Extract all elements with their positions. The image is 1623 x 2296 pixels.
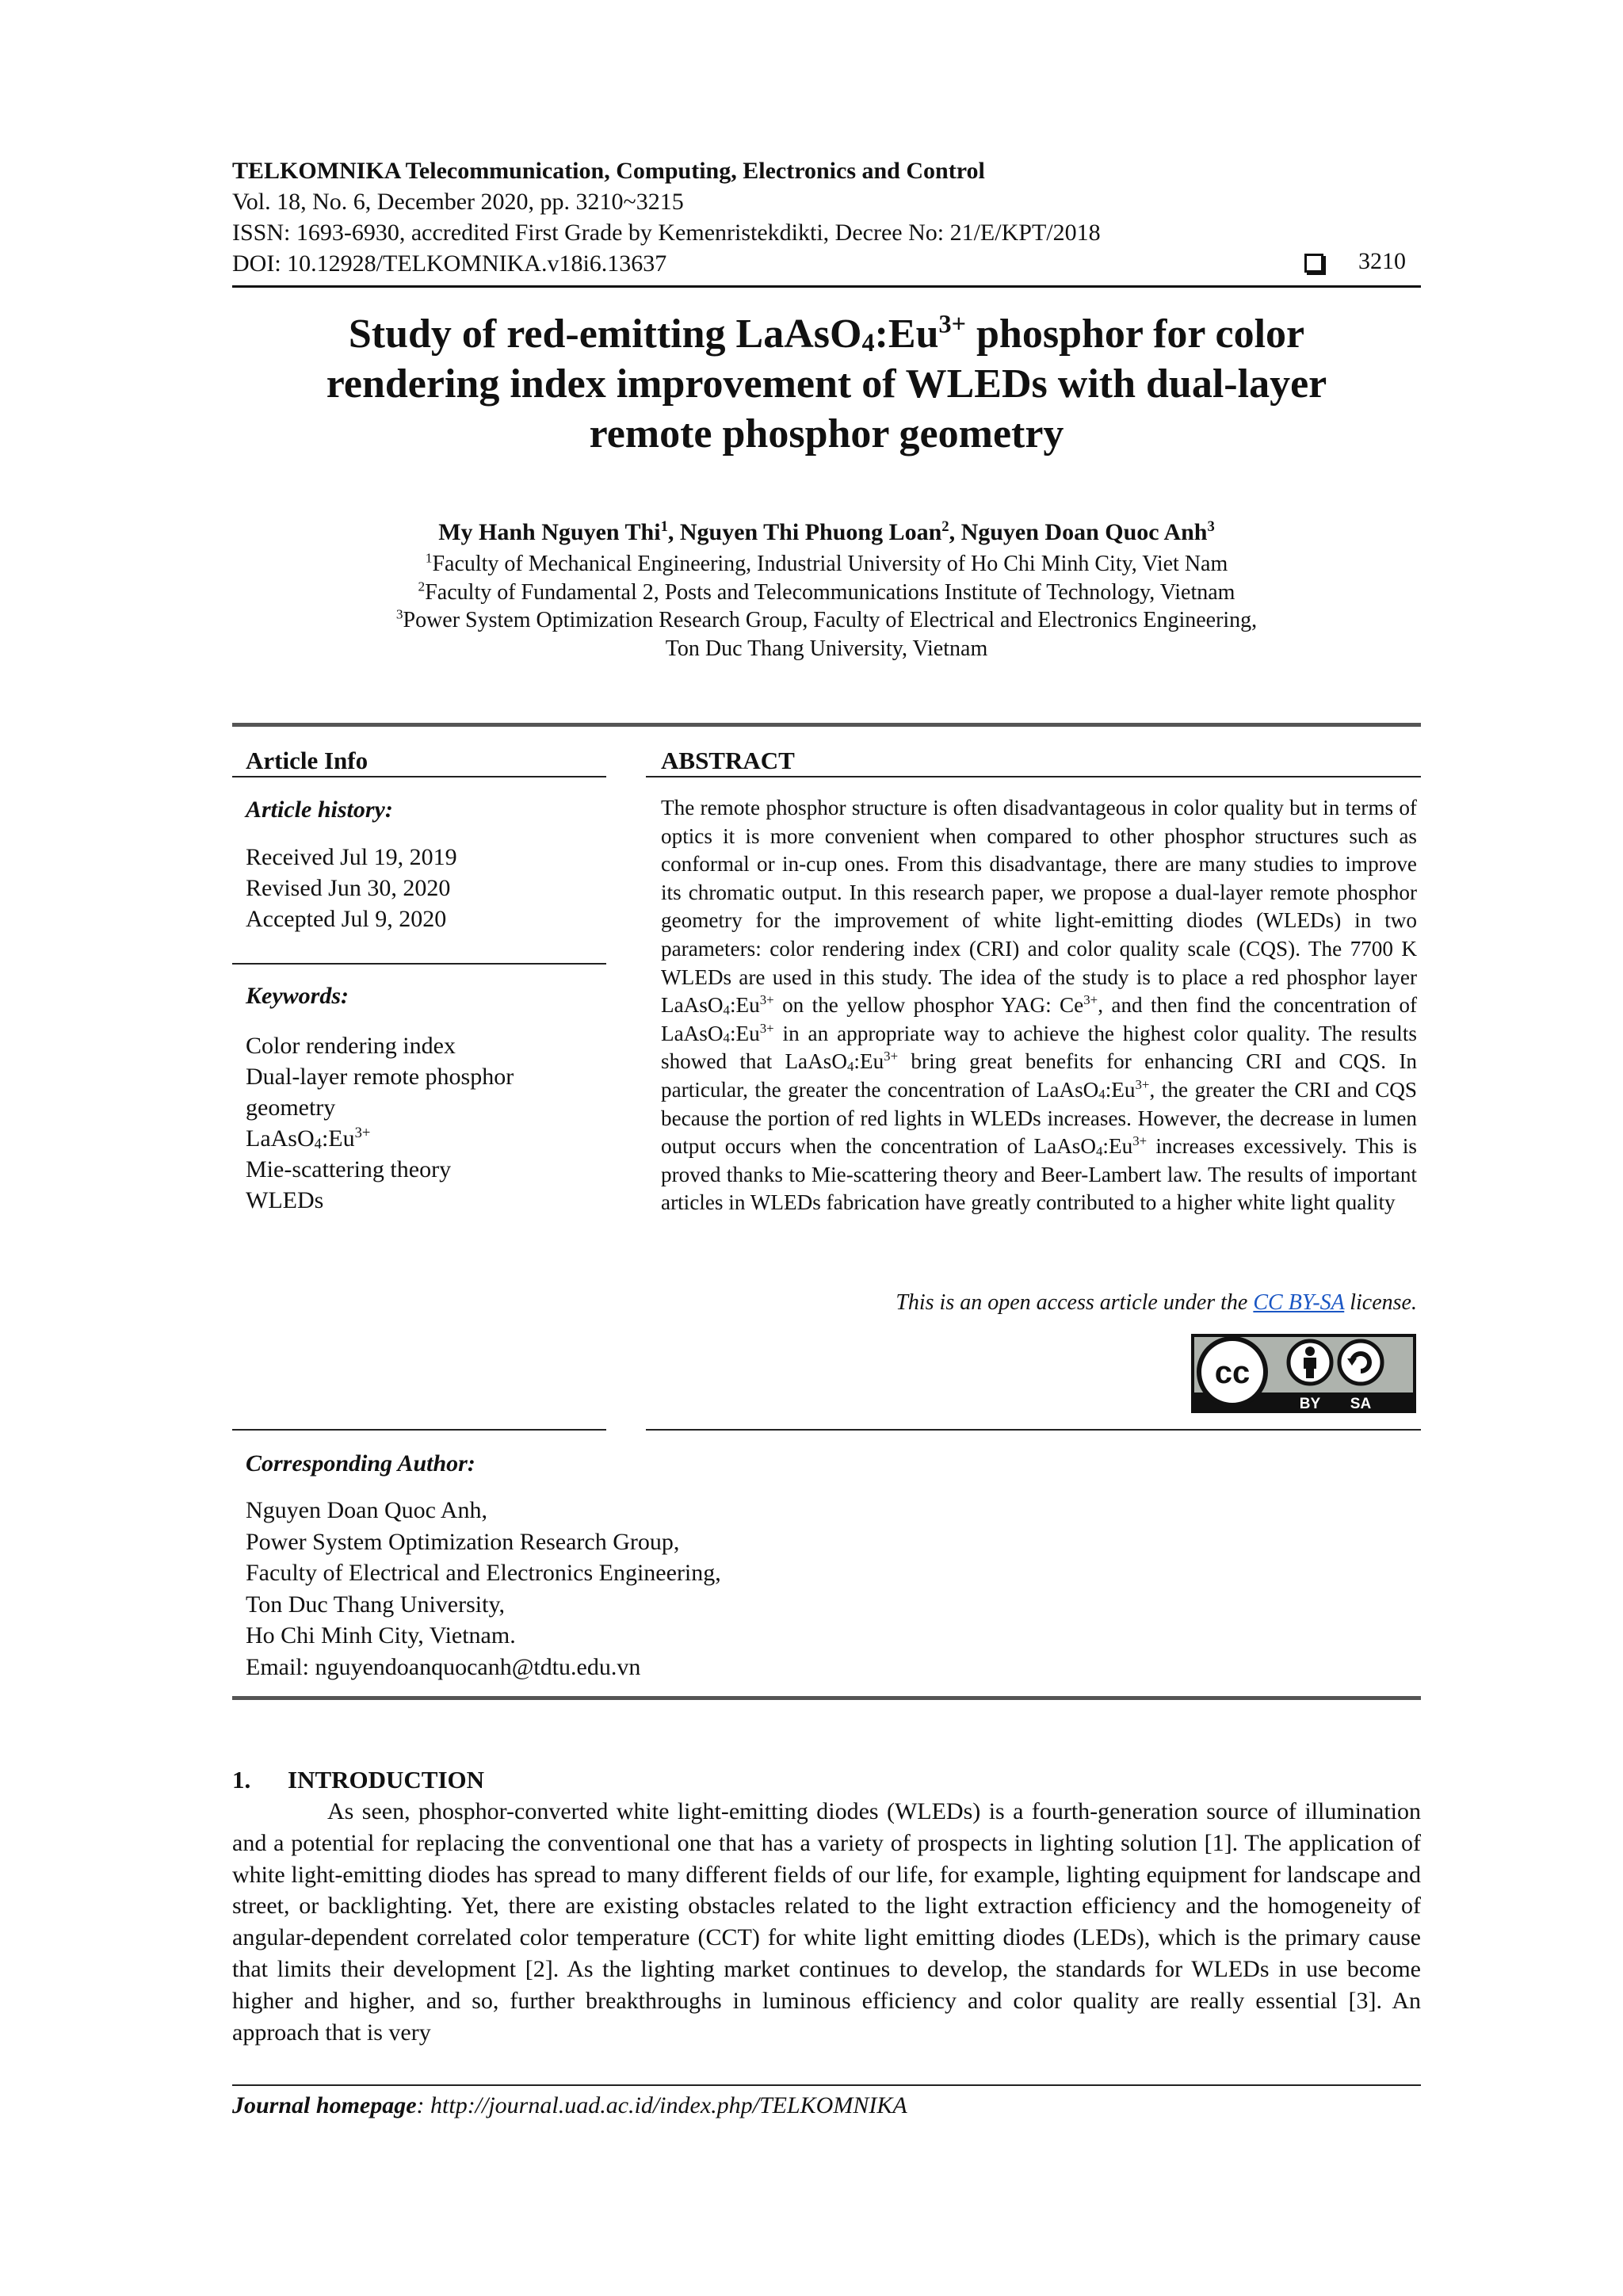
cc-by-sa-badge-icon[interactable] [1191,1334,1416,1413]
author-email: Email: nguyendoanquocanh@tdtu.edu.vn [246,1653,641,1680]
author-list: My Hanh Nguyen Thi$^1$, Nguyen Thi Phuong Loan$^2$, Nguyen Doan Quoc Anh$^3$ [438,518,1215,545]
license-notice: This is an open access article under the CC BY-SA license. [896,1290,1417,1315]
keywords-heading: Keywords: [246,983,349,1009]
abstract-heading: ABSTRACT [661,747,795,774]
received-date: Received Jul 19, 2019 [246,844,457,870]
affiliation-3: $^3$Power System Optimization Research Group, Faculty of Electrical and Electronics Engineering, [395,606,1258,632]
cc-sa-label: SA [1350,1396,1372,1412]
revised-date: Revised Jun 30, 2020 [246,875,451,901]
info-box-top-rule [232,723,1421,727]
journal-header [232,155,1421,279]
divider [646,776,1421,777]
accepted-date: Accepted Jul 9, 2020 [246,906,447,932]
section-heading: 1. INTRODUCTION [232,1766,485,1794]
keyword: Mie-scattering theory [246,1156,452,1182]
keywords-list [246,1030,514,1216]
page-box-icon [1304,254,1323,273]
keyword: $LaAsO_4:Eu^{3+}$ [246,1125,371,1152]
corresponding-author-heading: Corresponding Author: [246,1450,475,1477]
journal-name: TELKOMNIKA Telecommunication, Computing, Electronics and Control [232,158,985,184]
article-history [246,842,457,934]
volume-info: Vol. 18, No. 6, December 2020, pp. 3210~3215 [232,189,684,215]
divider [232,1429,606,1431]
affiliation-2: $^2$Faculty of Fundamental 2, Posts and Telecommunications Institute of Technology, Vietnam [418,579,1235,605]
abstract-text: The remote phosphor structure is often disadvantageous in color quality but in terms of optics it is more convenient when compared to other phosphor structures such as conformal or in-cup ones. From this disadvantage, there are many studies to improve its chromatic output. In this research paper, we propose a dual-layer remote phosphor geometry for the improvement of white light-emitting diodes (WLEDs) in two parameters: color rendering index (CRI) and color quality scale (CQS). The 7700 K WLEDs are used in this study. The idea of the study is to place a red phosphor layer $LaAsO_4:Eu^{3+}$ on the yellow phosphor YAG: $Ce^{3+}$, and then find the concentration of $LaAsO_4:Eu^{3+}$ in an appropriate way to achieve the highest color quality. The results showed that $LaAsO_4:Eu^{3+}$ bring great benefits for enhancing CRI and CQS. In particular, the greater the concentration of $LaAsO_4:Eu^{3+}$, the greater the CRI and CQS because the portion of red lights in WLEDs increases. However, the decrease in lumen output occurs when the concentration of $LaAsO_4:Eu^{3+}$ increases excessively. This is proved thanks to Mie-scattering theory and Beer-Lambert law. The results of important articles in WLEDs fabrication have greatly contributed to a higher white light quality [661,796,1417,1215]
divider [646,1429,1421,1431]
article-info-heading: Article Info [246,747,369,774]
corresponding-author-info: Nguyen Doan Quoc Anh, Power System Optimization Research Group, Faculty of Electrical and Electronics Engineering, Ton Duc Thang University, Ho Chi Minh City, Vietnam. Email: nguyendoanquocanh@tdtu.edu.vn [246,1495,721,1683]
cc-by-sa-link[interactable]: CC BY-SA [1253,1290,1345,1315]
journal-homepage: Journal homepage: http://journal.uad.ac.id/index.php/TELKOMNIKA [232,2092,907,2118]
affiliation-3-cont: Ton Duc Thang University, Vietnam [665,636,988,661]
keyword: Color rendering index [246,1033,456,1059]
affiliation-1: $^1$Faculty of Mechanical Engineering, Industrial University of Ho Chi Minh City, Viet Nam [425,550,1228,576]
page-number: 3210 [1358,248,1406,274]
doi-info: DOI: 10.12928/TELKOMNIKA.v18i6.13637 [232,250,667,277]
divider [232,776,606,777]
footer-rule [232,2084,1421,2086]
keyword: geometry [246,1095,336,1121]
paper-title: Study of red-emitting $LaAsO_4:Eu^{3+}$ phosphor for color rendering index improvement of WLEDs with dual-layer remote phosphor geometry [326,309,1327,457]
header-rule [232,285,1421,288]
affiliations [232,550,1421,663]
svg-text:cc: cc [1214,1355,1251,1390]
introduction-paragraph: As seen, phosphor-converted white light-emitting diodes (WLEDs) is a fourth-generation source of illumination and a potential for replacing the conventional one that has a variety of prospects in lighting solution [1]. The application of white light-emitting diodes has spread to many different fields of our life, for example, lighting equipment for landscape and street, or backlighting. Yet, there are existing obstacles related to the light extraction efficiency and the homogeneity of angular-dependent correlated color temperature (CCT) for white light emitting diodes (LEDs), which is the primary cause that limits their development [2]. As the lighting market continues to develop, the standards for WLEDs in use become higher and higher, and so, further breakthroughs in luminous efficiency and color quality are really essential [3]. An approach that is very [232,1798,1421,2046]
divider [232,963,606,965]
article-history-heading: Article history: [246,797,393,823]
keyword: Dual-layer remote phosphor [246,1064,514,1090]
info-box-bottom-rule [232,1696,1421,1700]
keyword: WLEDs [246,1187,324,1213]
issn-info: ISSN: 1693-6930, accredited First Grade by Kemenristekdikti, Decree No: 21/E/KPT/2018 [232,220,1101,246]
cc-by-label: BY [1299,1396,1321,1412]
